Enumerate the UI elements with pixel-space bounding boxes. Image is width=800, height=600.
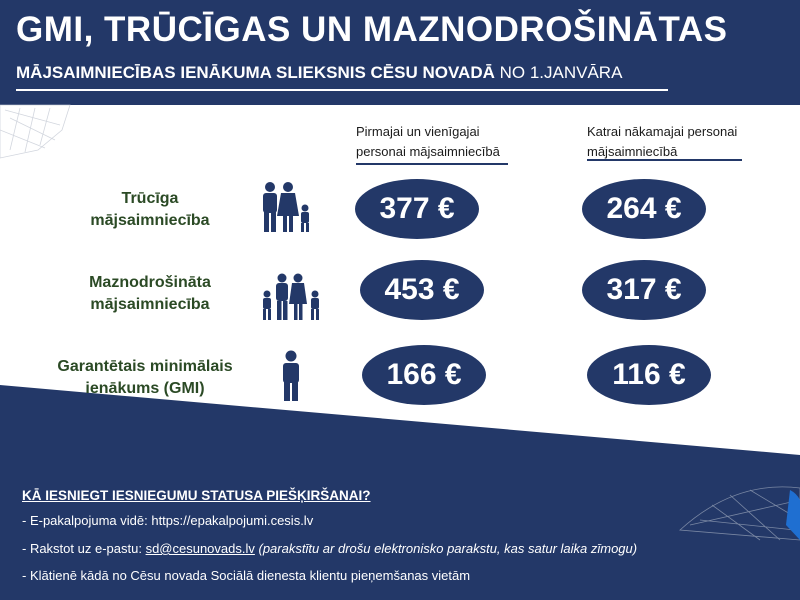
page-title: GMI, TRŪCĪGAS UN MAZNODROŠINĀTAS <box>16 10 728 49</box>
howto-title: KĀ IESNIEGT IESNIEGUMU STATUSA PIEŠĶIRŠANAI? <box>22 488 371 503</box>
row-label-poor-line2: mājsaimniecība <box>90 212 210 229</box>
epakalpojumi-link[interactable]: https://epakalpojumi.cesis.lv <box>151 513 314 528</box>
column-header-next: Katrai nākamajai personai mājsaimniecībā <box>587 124 738 159</box>
howto-item-email-note: (parakstītu ar drošu elektronisko parakstu, kas satur laika zīmogu) <box>254 541 638 556</box>
row-label-poor <box>45 188 255 232</box>
row-label-low-income-line2: mājsaimniecība <box>90 296 210 313</box>
left-sketch-decoration <box>0 105 70 158</box>
howto-item-online-prefix: - E-pakalpojuma vidē: <box>22 513 152 528</box>
column-header-first-underline <box>356 163 508 165</box>
row-label-low-income <box>45 272 255 316</box>
amount-gmi-next: 116 € <box>587 345 711 405</box>
amount-low-income-next: 317 € <box>582 260 706 320</box>
howto-item-email-prefix: - Rakstot uz e-pastu: <box>22 541 146 556</box>
column-header-next-underline <box>587 159 742 161</box>
howto-item-online <box>22 513 313 528</box>
howto-item-inperson: - Klātienē kādā no Cēsu novada Sociālā dienesta klientu pieņemšanas vietām <box>22 568 471 583</box>
email-link[interactable]: sd@cesunovads.lv <box>145 541 255 556</box>
subtitle-bold: MĀJSAIMNIECĪBAS IENĀKUMA SLIEKSNIS CĒSU NOVADĀ <box>16 63 495 82</box>
row-label-gmi-line1: Garantētais minimālais <box>57 358 233 375</box>
subtitle-rest: NO 1.JANVĀRA <box>494 63 623 82</box>
howto-item-email <box>22 541 637 556</box>
amount-poor-next: 264 € <box>582 179 706 239</box>
family-icon <box>258 180 314 236</box>
large-family-icon <box>258 272 324 322</box>
column-header-first: Pirmajai un vienīgajai personai mājsaimniecībā <box>356 124 500 159</box>
row-label-gmi-line2: ienākums (GMI) <box>85 380 205 397</box>
amount-low-income-first: 453 € <box>360 260 484 320</box>
person-icon <box>278 350 304 402</box>
amount-poor-first: 377 € <box>355 179 479 239</box>
row-label-gmi <box>40 356 250 400</box>
row-label-poor-line1: Trūcīga <box>121 190 179 207</box>
amount-gmi-first: 166 € <box>362 345 486 405</box>
row-label-low-income-line1: Maznodrošināta <box>89 274 211 291</box>
